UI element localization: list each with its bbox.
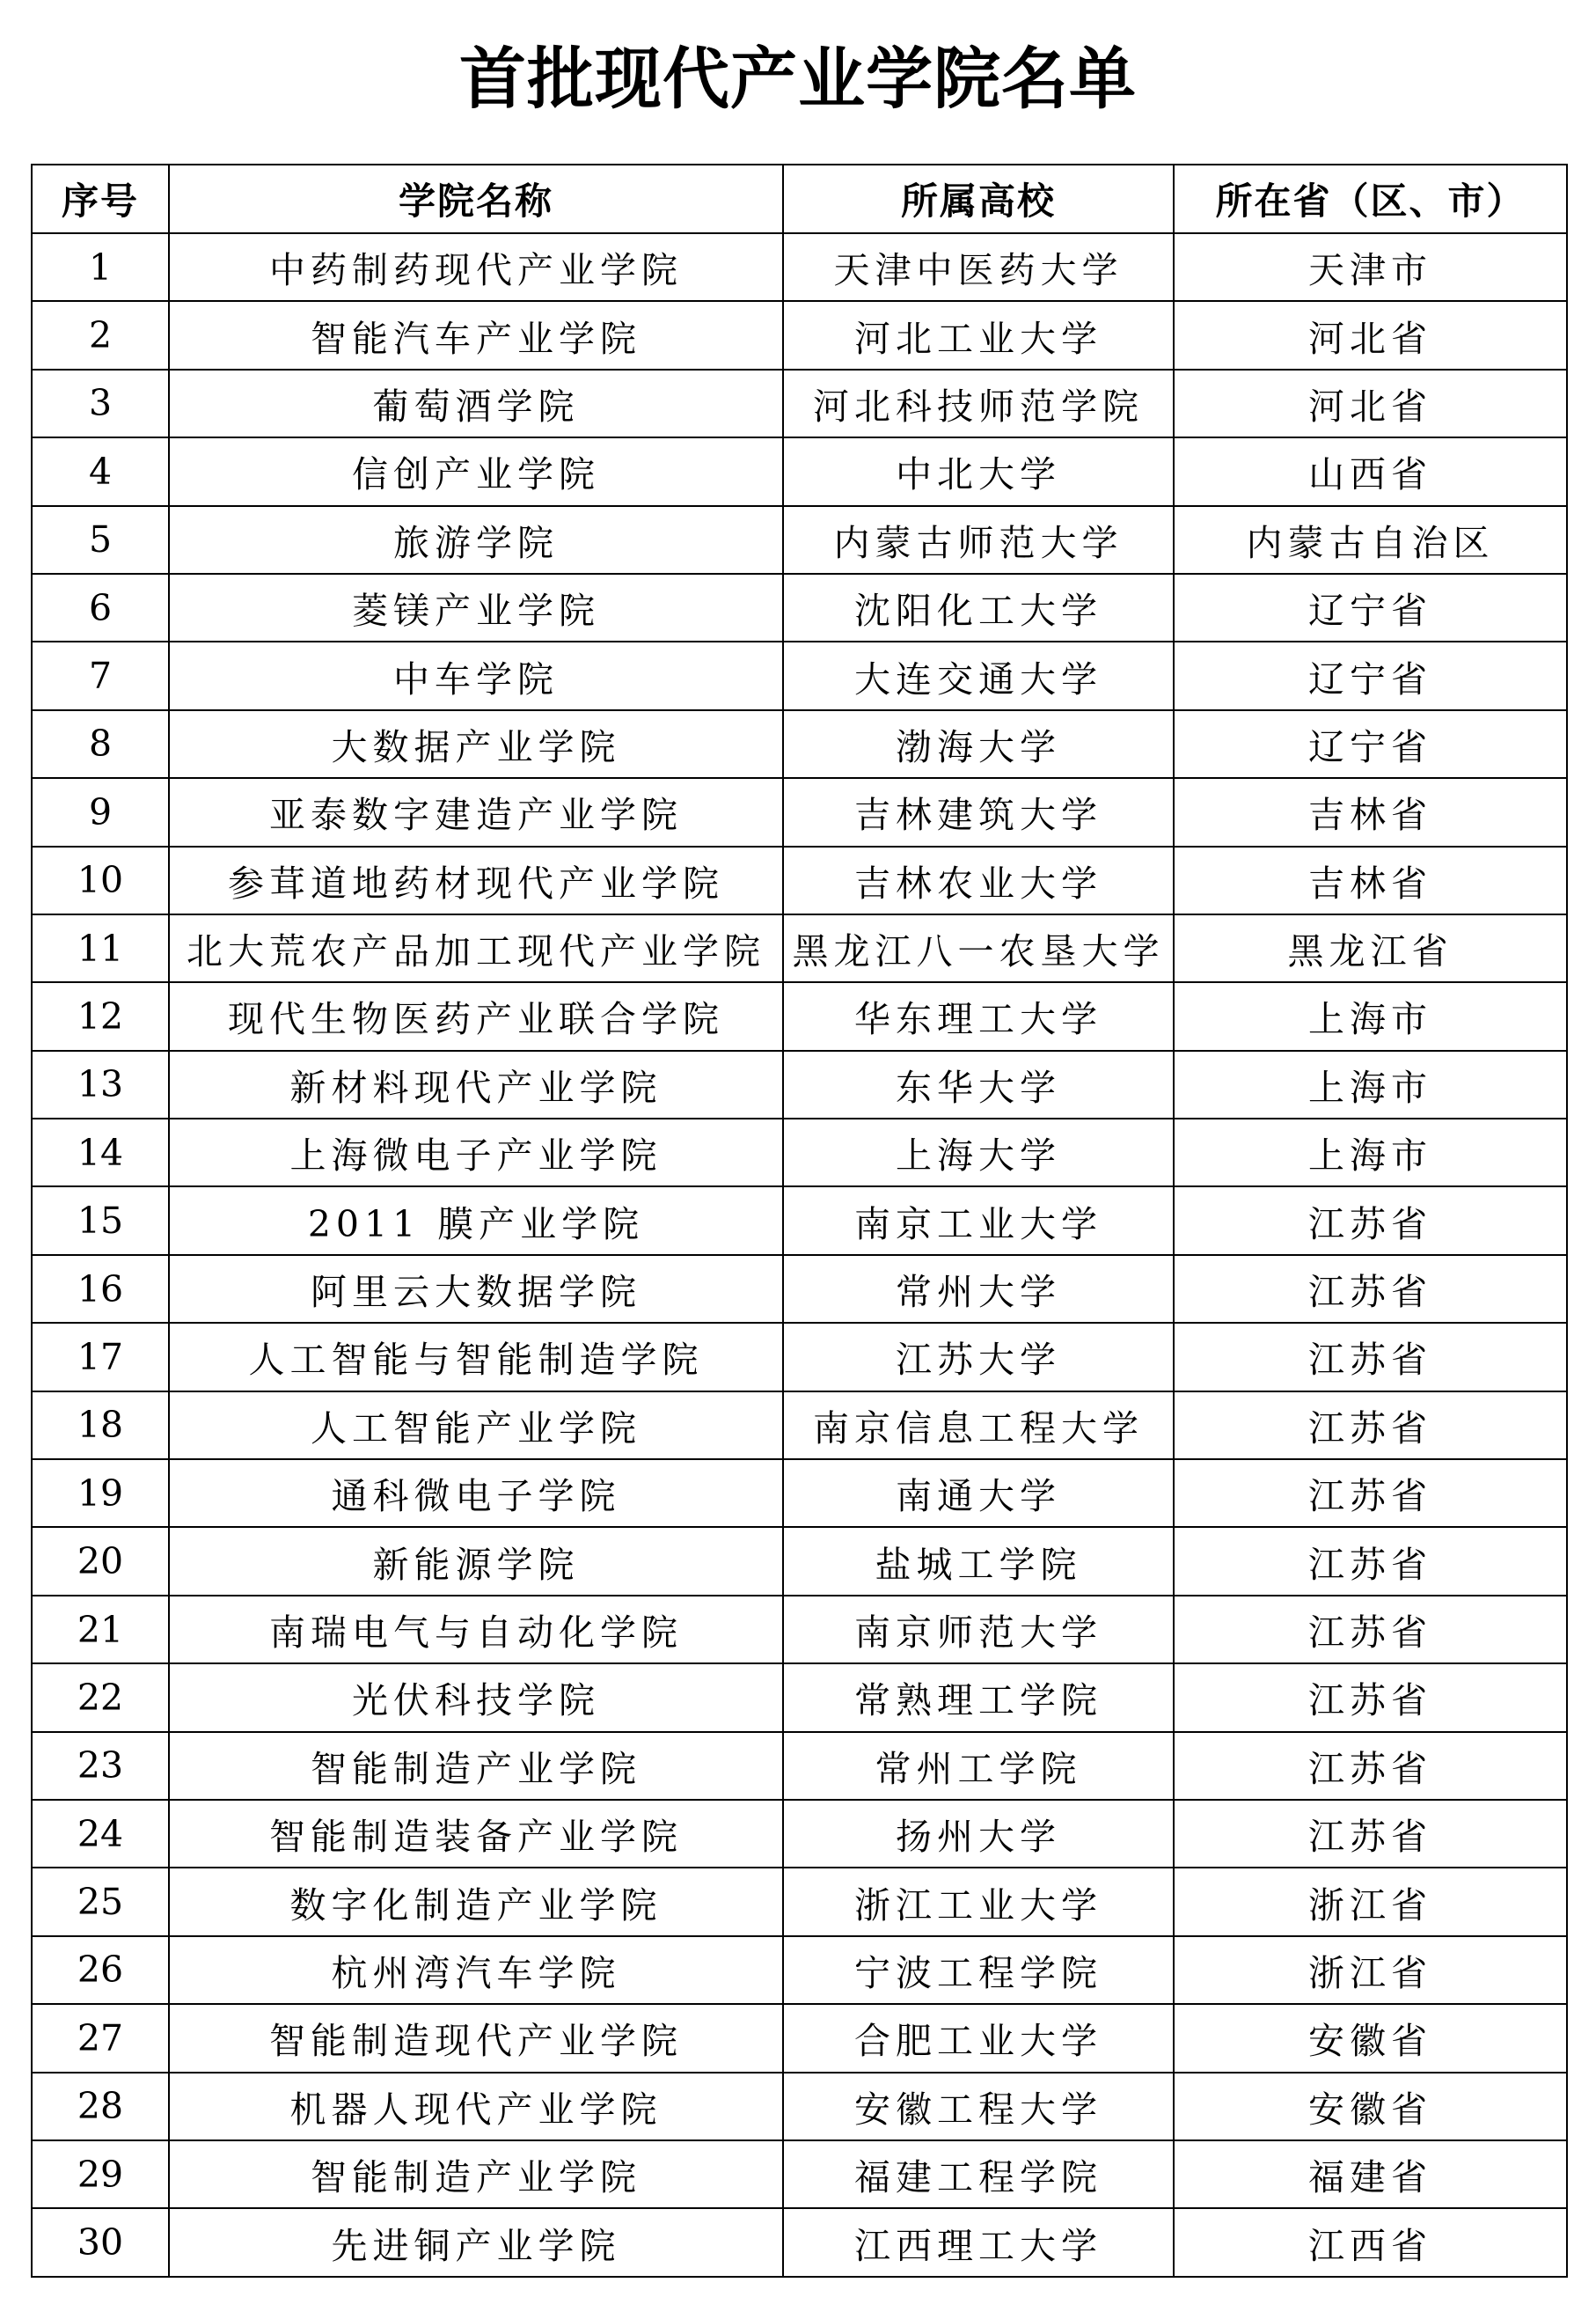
province-cell: 内蒙古自治区 — [1174, 506, 1567, 574]
college-name-cell: 智能制造装备产业学院 — [169, 1800, 783, 1868]
serial-number-cell: 18 — [32, 1391, 169, 1459]
table-row — [32, 778, 1567, 846]
serial-number-cell: 5 — [32, 506, 169, 574]
college-name-cell: 新材料现代产业学院 — [169, 1051, 783, 1119]
university-cell: 吉林农业大学 — [783, 847, 1174, 914]
college-name-cell: 北大荒农产品加工现代产业学院 — [169, 914, 783, 982]
university-cell: 江苏大学 — [783, 1323, 1174, 1391]
college-name-cell: 人工智能与智能制造学院 — [169, 1323, 783, 1391]
university-cell: 常州大学 — [783, 1255, 1174, 1323]
table-row — [32, 437, 1567, 505]
province-cell: 吉林省 — [1174, 847, 1567, 914]
serial-number-cell: 10 — [32, 847, 169, 914]
province-cell: 辽宁省 — [1174, 642, 1567, 709]
university-cell: 南京师范大学 — [783, 1596, 1174, 1663]
table-row — [32, 1391, 1567, 1459]
serial-number-cell: 11 — [32, 914, 169, 982]
college-name-cell: 数字化制造产业学院 — [169, 1868, 783, 1935]
college-name-cell: 智能制造现代产业学院 — [169, 2004, 783, 2072]
college-name-cell: 智能制造产业学院 — [169, 1732, 783, 1800]
table-row — [32, 1119, 1567, 1186]
serial-number-cell: 29 — [32, 2140, 169, 2208]
table-row — [32, 506, 1567, 574]
serial-number-cell: 4 — [32, 437, 169, 505]
serial-number-cell: 7 — [32, 642, 169, 709]
province-cell: 安徽省 — [1174, 2073, 1567, 2140]
serial-number-cell: 26 — [32, 1936, 169, 2004]
table-row — [32, 642, 1567, 709]
college-name-cell: 人工智能产业学院 — [169, 1391, 783, 1459]
serial-number-cell: 17 — [32, 1323, 169, 1391]
serial-number-cell: 28 — [32, 2073, 169, 2140]
province-cell: 黑龙江省 — [1174, 914, 1567, 982]
province-cell: 江苏省 — [1174, 1596, 1567, 1663]
college-name-cell: 亚泰数字建造产业学院 — [169, 778, 783, 846]
table-row — [32, 2073, 1567, 2140]
province-cell: 江苏省 — [1174, 1663, 1567, 1731]
province-cell: 辽宁省 — [1174, 574, 1567, 642]
province-cell: 江西省 — [1174, 2208, 1567, 2276]
serial-number-cell: 6 — [32, 574, 169, 642]
college-name-cell: 智能汽车产业学院 — [169, 301, 783, 369]
university-cell: 宁波工程学院 — [783, 1936, 1174, 2004]
serial-number-cell: 27 — [32, 2004, 169, 2072]
serial-number-cell: 13 — [32, 1051, 169, 1119]
province-cell: 江苏省 — [1174, 1186, 1567, 1254]
table-row — [32, 982, 1567, 1050]
university-cell: 浙江工业大学 — [783, 1868, 1174, 1935]
serial-number-cell: 19 — [32, 1459, 169, 1527]
university-cell: 南京工业大学 — [783, 1186, 1174, 1254]
serial-number-cell: 1 — [32, 233, 169, 301]
header-province: 所在省（区、市） — [1174, 165, 1567, 233]
university-cell: 常州工学院 — [783, 1732, 1174, 1800]
college-list-table — [31, 164, 1568, 2278]
province-cell: 辽宁省 — [1174, 710, 1567, 778]
table-row — [32, 370, 1567, 437]
header-college-name: 学院名称 — [169, 165, 783, 233]
university-cell: 合肥工业大学 — [783, 2004, 1174, 2072]
table-row — [32, 710, 1567, 778]
province-cell: 安徽省 — [1174, 2004, 1567, 2072]
serial-number-cell: 30 — [32, 2208, 169, 2276]
table-row — [32, 1051, 1567, 1119]
serial-number-cell: 2 — [32, 301, 169, 369]
university-cell: 大连交通大学 — [783, 642, 1174, 709]
college-name-cell: 菱镁产业学院 — [169, 574, 783, 642]
university-cell: 内蒙古师范大学 — [783, 506, 1174, 574]
serial-number-cell: 3 — [32, 370, 169, 437]
serial-number-cell: 8 — [32, 710, 169, 778]
table-row — [32, 1732, 1567, 1800]
college-name-cell: 南瑞电气与自动化学院 — [169, 1596, 783, 1663]
table-row — [32, 233, 1567, 301]
province-cell: 浙江省 — [1174, 1936, 1567, 2004]
serial-number-cell: 21 — [32, 1596, 169, 1663]
province-cell: 江苏省 — [1174, 1800, 1567, 1868]
province-cell: 河北省 — [1174, 301, 1567, 369]
serial-number-cell: 25 — [32, 1868, 169, 1935]
table-row — [32, 2208, 1567, 2276]
table-row — [32, 1527, 1567, 1595]
serial-number-cell: 15 — [32, 1186, 169, 1254]
table-row — [32, 1255, 1567, 1323]
serial-number-cell: 9 — [32, 778, 169, 846]
table-row — [32, 1800, 1567, 1868]
college-name-cell: 旅游学院 — [169, 506, 783, 574]
province-cell: 江苏省 — [1174, 1527, 1567, 1595]
province-cell: 浙江省 — [1174, 1868, 1567, 1935]
page-title: 首批现代产业学院名单 — [459, 40, 1137, 118]
header-university: 所属高校 — [783, 165, 1174, 233]
university-cell: 天津中医药大学 — [783, 233, 1174, 301]
university-cell: 南通大学 — [783, 1459, 1174, 1527]
university-cell: 沈阳化工大学 — [783, 574, 1174, 642]
university-cell: 安徽工程大学 — [783, 2073, 1174, 2140]
serial-number-cell: 12 — [32, 982, 169, 1050]
college-name-cell: 新能源学院 — [169, 1527, 783, 1595]
table-header-row — [32, 165, 1567, 233]
college-name-cell: 参茸道地药材现代产业学院 — [169, 847, 783, 914]
province-cell: 江苏省 — [1174, 1732, 1567, 1800]
table-row — [32, 2140, 1567, 2208]
college-name-cell: 阿里云大数据学院 — [169, 1255, 783, 1323]
table-row — [32, 914, 1567, 982]
table-row — [32, 2004, 1567, 2072]
province-cell: 河北省 — [1174, 370, 1567, 437]
table-row — [32, 301, 1567, 369]
table-row — [32, 1663, 1567, 1731]
college-name-cell: 现代生物医药产业联合学院 — [169, 982, 783, 1050]
table-row — [32, 1459, 1567, 1527]
college-name-cell: 通科微电子学院 — [169, 1459, 783, 1527]
university-cell: 中北大学 — [783, 437, 1174, 505]
university-cell: 盐城工学院 — [783, 1527, 1174, 1595]
province-cell: 江苏省 — [1174, 1255, 1567, 1323]
college-name-cell: 大数据产业学院 — [169, 710, 783, 778]
table-row — [32, 1323, 1567, 1391]
serial-number-cell: 14 — [32, 1119, 169, 1186]
serial-number-cell: 24 — [32, 1800, 169, 1868]
university-cell: 江西理工大学 — [783, 2208, 1174, 2276]
university-cell: 吉林建筑大学 — [783, 778, 1174, 846]
province-cell: 江苏省 — [1174, 1459, 1567, 1527]
college-name-cell: 中药制药现代产业学院 — [169, 233, 783, 301]
province-cell: 山西省 — [1174, 437, 1567, 505]
college-name-cell: 杭州湾汽车学院 — [169, 1936, 783, 2004]
serial-number-cell: 16 — [32, 1255, 169, 1323]
table-row — [32, 1936, 1567, 2004]
province-cell: 江苏省 — [1174, 1391, 1567, 1459]
university-cell: 黑龙江八一农垦大学 — [783, 914, 1174, 982]
table-row — [32, 574, 1567, 642]
college-name-cell: 信创产业学院 — [169, 437, 783, 505]
college-name-cell: 2011 膜产业学院 — [169, 1186, 783, 1254]
college-name-cell: 机器人现代产业学院 — [169, 2073, 783, 2140]
university-cell: 河北科技师范学院 — [783, 370, 1174, 437]
university-cell: 华东理工大学 — [783, 982, 1174, 1050]
college-name-cell: 先进铜产业学院 — [169, 2208, 783, 2276]
serial-number-cell: 23 — [32, 1732, 169, 1800]
college-name-cell: 智能制造产业学院 — [169, 2140, 783, 2208]
province-cell: 上海市 — [1174, 1051, 1567, 1119]
province-cell: 吉林省 — [1174, 778, 1567, 846]
province-cell: 上海市 — [1174, 1119, 1567, 1186]
college-name-cell: 中车学院 — [169, 642, 783, 709]
university-cell: 东华大学 — [783, 1051, 1174, 1119]
table-row — [32, 1596, 1567, 1663]
province-cell: 上海市 — [1174, 982, 1567, 1050]
university-cell: 福建工程学院 — [783, 2140, 1174, 2208]
serial-number-cell: 22 — [32, 1663, 169, 1731]
province-cell: 江苏省 — [1174, 1323, 1567, 1391]
serial-number-cell: 20 — [32, 1527, 169, 1595]
table-row — [32, 847, 1567, 914]
table-body — [32, 233, 1567, 2277]
college-name-cell: 葡萄酒学院 — [169, 370, 783, 437]
university-cell: 南京信息工程大学 — [783, 1391, 1174, 1459]
university-cell: 上海大学 — [783, 1119, 1174, 1186]
university-cell: 扬州大学 — [783, 1800, 1174, 1868]
table-row — [32, 1186, 1567, 1254]
college-name-cell: 上海微电子产业学院 — [169, 1119, 783, 1186]
table-row — [32, 1868, 1567, 1935]
university-cell: 渤海大学 — [783, 710, 1174, 778]
university-cell: 河北工业大学 — [783, 301, 1174, 369]
province-cell: 天津市 — [1174, 233, 1567, 301]
header-serial-number: 序号 — [32, 165, 169, 233]
university-cell: 常熟理工学院 — [783, 1663, 1174, 1731]
college-name-cell: 光伏科技学院 — [169, 1663, 783, 1731]
province-cell: 福建省 — [1174, 2140, 1567, 2208]
